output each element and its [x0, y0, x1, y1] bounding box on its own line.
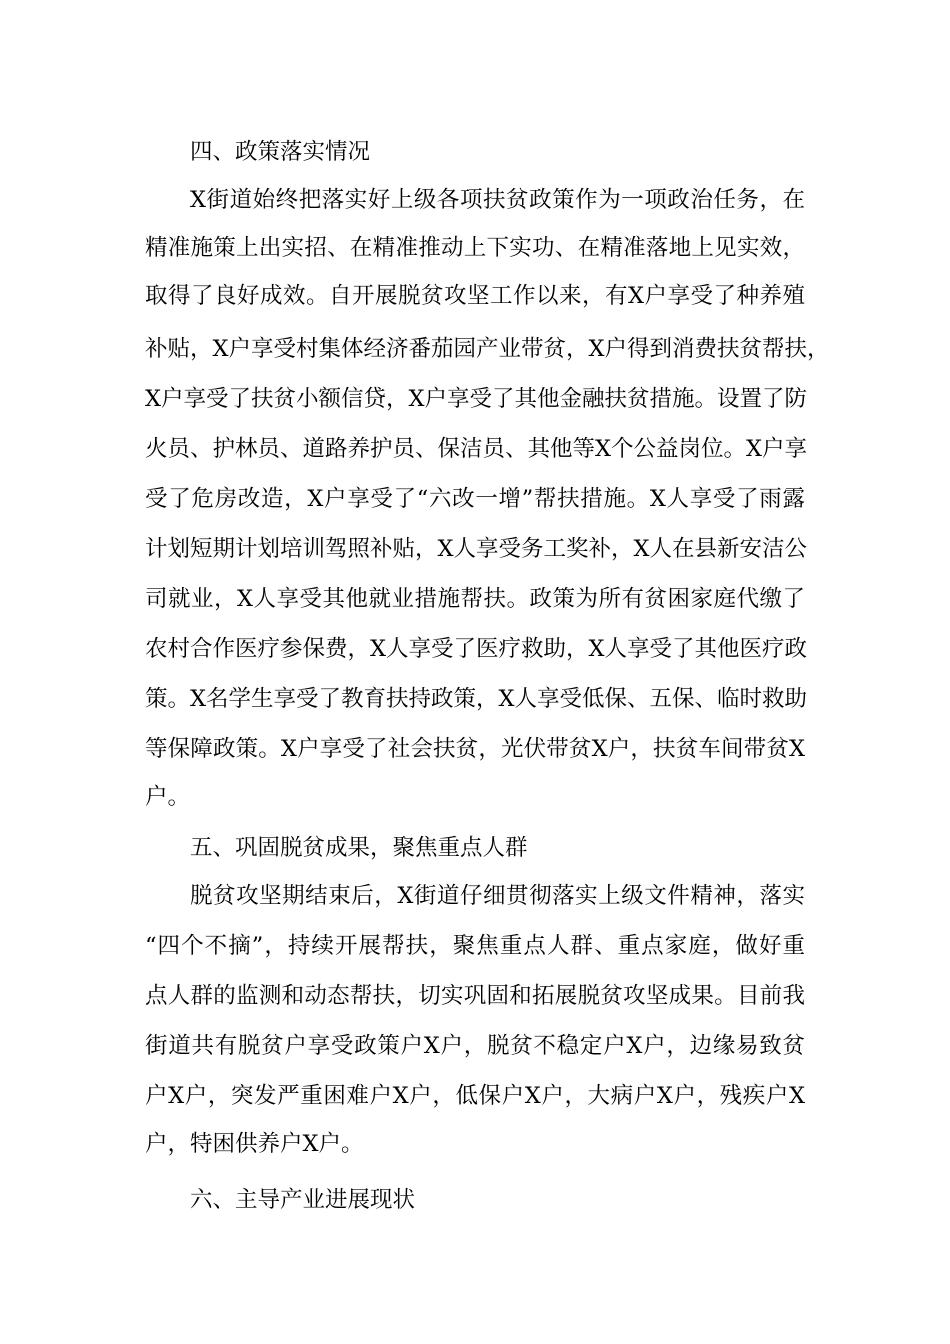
paragraph-line: X街道始终把落实好上级各项扶贫政策作为一项政治任务，在 [190, 187, 805, 213]
paragraph-line: 补贴，X户享受村集体经济番茄园产业带贫，X户得到消费扶贫帮扶， [145, 336, 830, 362]
paragraph-line: 精准施策上出实招、在精准推动上下实功、在精准落地上见实效， [145, 235, 805, 261]
paragraph-line: 计划短期计划培训驾照补贴，X人享受务工奖补，X人在县新安洁公 [145, 536, 808, 562]
paragraph-line: 户X户，突发严重困难户X户，低保户X户，大病户X户，残疾户X [145, 1083, 805, 1109]
section-heading: 五、巩固脱贫成果，聚焦重点人群 [190, 835, 528, 861]
paragraph-line: 户，特困供养户X户。 [145, 1131, 364, 1157]
paragraph-line: “四个不摘”，持续开展帮扶，聚焦重点人群、重点家庭，做好重 [145, 933, 805, 959]
paragraph-line: 火员、护林员、道路养护员、保洁员、其他等X个公益岗位。X户享 [145, 436, 808, 462]
section-heading: 四、政策落实情况 [190, 139, 371, 165]
paragraph-line: 等保障政策。X户享受了社会扶贫，光伏带贫X户，扶贫车间带贫X [145, 736, 805, 762]
paragraph-line: 受了危房改造，X户享受了“六改一增”帮扶措施。X人享受了雨露 [145, 486, 805, 512]
paragraph-line: 农村合作医疗参保费，X人享受了医疗救助，X人享受了其他医疗政 [145, 636, 808, 662]
paragraph-line: 脱贫攻坚期结束后，X街道仔细贯彻落实上级文件精神，落实 [190, 883, 805, 909]
section-heading: 六、主导产业进展现状 [190, 1187, 416, 1213]
paragraph-line: 街道共有脱贫户享受政策户X户，脱贫不稳定户X户，边缘易致贫 [145, 1033, 805, 1059]
paragraph-line: 策。X名学生享受了教育扶持政策，X人享受低保、五保、临时救助 [145, 686, 808, 712]
paragraph-line: 点人群的监测和动态帮扶，切实巩固和拓展脱贫攻坚成果。目前我 [145, 983, 805, 1009]
paragraph-line: X户享受了扶贫小额信贷，X户享受了其他金融扶贫措施。设置了防 [145, 386, 808, 412]
paragraph-line: 户。 [145, 784, 191, 810]
paragraph-line: 取得了良好成效。自开展脱贫攻坚工作以来，有X户享受了种养殖 [145, 283, 805, 309]
paragraph-line: 司就业，X人享受其他就业措施帮扶。政策为所有贫困家庭代缴了 [145, 586, 805, 612]
